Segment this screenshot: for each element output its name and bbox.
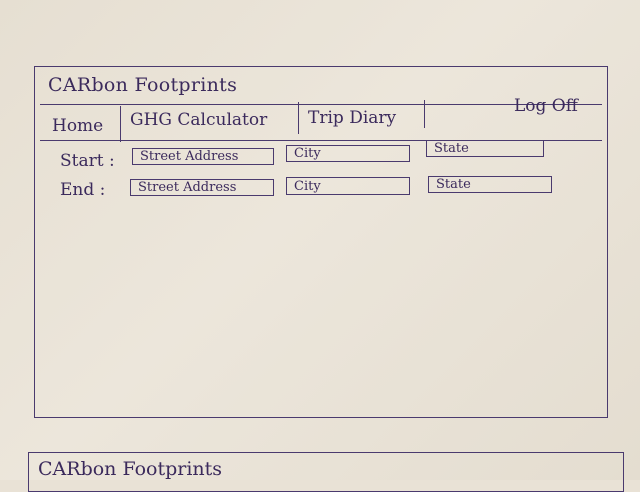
end-label: End : [60,180,106,200]
end-street-input[interactable] [130,179,274,196]
tab-trip-diary[interactable]: Trip Diary [308,108,397,128]
tab-separator [120,106,121,142]
end-city-input[interactable] [286,177,410,195]
log-off-link[interactable]: Log Off [514,96,578,116]
tab-ghg-calculator[interactable]: GHG Calculator [130,110,268,130]
tab-separator [298,102,299,134]
start-city-input[interactable] [286,145,410,162]
tab-separator [424,100,425,128]
tab-home[interactable]: Home [52,116,104,136]
end-state-input[interactable] [428,176,552,193]
next-sheet-title: CARbon Footprints [38,458,223,480]
app-title: CARbon Footprints [48,74,238,96]
start-state-input[interactable] [426,140,544,157]
start-street-input[interactable] [132,148,274,165]
start-label: Start : [60,151,115,171]
